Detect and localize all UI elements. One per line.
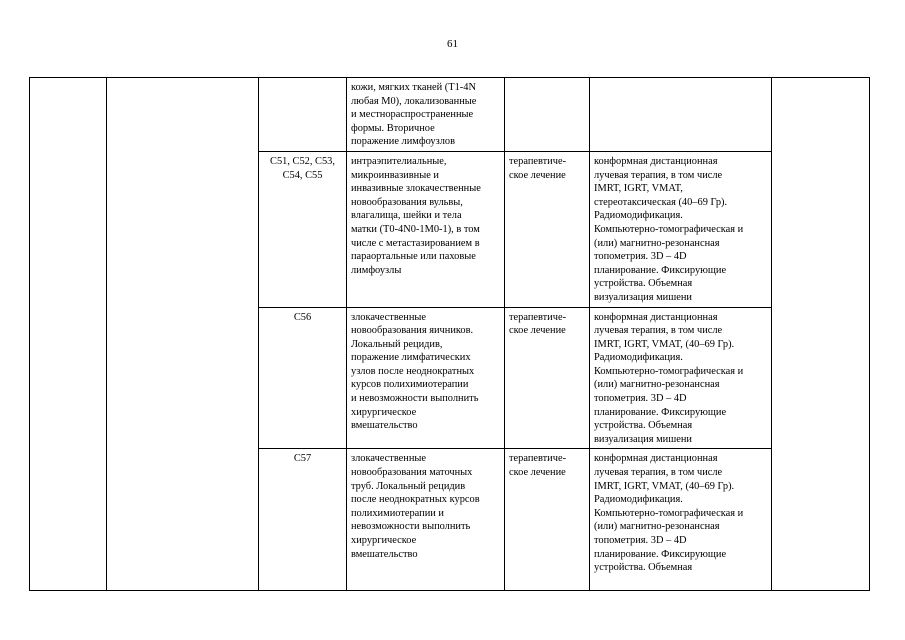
diagnosis-line: невозможности выполнить <box>351 521 471 533</box>
number-cell <box>30 78 107 591</box>
diagnosis-cell <box>347 307 505 449</box>
diagnosis-line: полихимиотерапии и <box>351 507 444 519</box>
method-cell <box>590 449 772 591</box>
diagnosis-line: и местнораспространенные <box>351 109 474 121</box>
method-line: IMRT, IGRT, VMAT, (40–69 Гр). <box>594 338 735 350</box>
diagnosis-line: микроинвазивные и <box>351 169 439 181</box>
diagnosis-line: Локальный рецидив, <box>351 338 443 350</box>
diagnosis-line: новообразования яичников. <box>351 325 474 337</box>
diagnosis-line: новообразования вульвы, <box>351 196 463 208</box>
method-line: Радиомодификация. <box>594 210 683 222</box>
diagnosis-line: узлов после неоднократных <box>351 365 475 377</box>
method-line: планирование. Фиксирующие <box>594 406 727 418</box>
method-line: IMRT, IGRT, VMAT, (40–69 Гр). <box>594 480 735 492</box>
group-name-cell <box>107 78 259 591</box>
method-line: визуализация мишени <box>594 291 692 303</box>
diagnosis-line: хирургическое <box>351 406 417 418</box>
treatment-line: ское лечение <box>509 467 566 479</box>
method-line: планирование. Фиксирующие <box>594 548 727 560</box>
method-line: (или) магнитно-резонансная <box>594 521 720 533</box>
method-line: конформная дистанционная <box>594 453 718 465</box>
diagnosis-line: злокачественные <box>351 311 426 323</box>
treatment-type-cell <box>505 449 590 591</box>
diagnosis-cell <box>347 449 505 591</box>
diagnosis-line: влагалища, шейки и тела <box>351 210 462 222</box>
code-cell <box>259 151 347 307</box>
method-line: Компьютерно-томографическая и <box>594 223 744 235</box>
diagnosis-line: вмешательство <box>351 548 418 560</box>
treatment-line: терапевтиче- <box>509 155 567 167</box>
treatment-line: терапевтиче- <box>509 453 567 465</box>
code-line: C57 <box>293 453 312 465</box>
diagnosis-line: и невозможности выполнить <box>351 393 479 405</box>
treatment-type-cell <box>505 307 590 449</box>
diagnosis-line: после неоднократных курсов <box>351 494 480 506</box>
diagnosis-line: злокачественные <box>351 453 426 465</box>
method-line: конформная дистанционная <box>594 155 718 167</box>
method-line: визуализация мишени <box>594 433 692 445</box>
method-line: планирование. Фиксирующие <box>594 264 727 276</box>
method-line: Радиомодификация. <box>594 494 683 506</box>
method-line: топометрия. 3D – 4D <box>594 393 687 405</box>
method-line: Компьютерно-томографическая и <box>594 365 744 377</box>
method-cell <box>590 307 772 449</box>
method-line: IMRT, IGRT, VMAT, <box>594 183 683 195</box>
diagnosis-line: поражение лимфатических <box>351 352 471 364</box>
method-line: Компьютерно-томографическая и <box>594 507 744 519</box>
treatment-line: ское лечение <box>509 169 566 181</box>
method-cell <box>590 78 772 152</box>
method-cell <box>590 151 772 307</box>
diagnosis-line: новообразования маточных <box>351 467 473 479</box>
code-line: C51, C52, C53, <box>270 155 335 167</box>
method-line: конформная дистанционная <box>594 311 718 323</box>
method-line: лучевая терапия, в том числе <box>594 325 723 337</box>
method-line: (или) магнитно-резонансная <box>594 379 720 391</box>
method-line: лучевая терапия, в том числе <box>594 169 723 181</box>
method-line: лучевая терапия, в том числе <box>594 467 723 479</box>
treatment-line: ское лечение <box>509 325 566 337</box>
diagnosis-line: инвазивные злокачественные <box>351 183 481 195</box>
diagnosis-line: числе с метастазированием в <box>351 237 480 249</box>
code-cell <box>259 78 347 152</box>
method-line: топометрия. 3D – 4D <box>594 535 687 546</box>
cost-cell <box>772 78 870 591</box>
diagnosis-line: матки (T0-4N0-1M0-1), в том <box>351 223 480 235</box>
diagnosis-line: формы. Вторичное <box>351 122 435 134</box>
treatment-type-cell <box>505 151 590 307</box>
treatment-type-cell <box>505 78 590 152</box>
method-line: устройства. Объемная <box>594 562 693 574</box>
method-line: устройства. Объемная <box>594 278 693 290</box>
diagnosis-line: курсов полихимиотерапии <box>351 379 469 391</box>
diagnosis-cell <box>347 151 505 307</box>
diagnosis-line: труб. Локальный рецидив <box>351 480 466 492</box>
method-line: устройства. Объемная <box>594 420 693 432</box>
diagnosis-line: хирургическое <box>351 535 417 546</box>
diagnosis-line: лимфоузлы <box>351 264 402 276</box>
code-line: C56 <box>293 311 312 323</box>
page-number: 61 <box>447 38 458 50</box>
code-line: C54, C55 <box>282 169 323 181</box>
method-line: Радиомодификация. <box>594 352 683 364</box>
diagnosis-line: поражение лимфоузлов <box>351 136 455 148</box>
diagnosis-line: кожи, мягких тканей (T1-4N <box>351 82 476 93</box>
code-cell <box>259 449 347 591</box>
treatment-table <box>29 77 870 591</box>
treatment-line: терапевтиче- <box>509 311 567 323</box>
diagnosis-line: вмешательство <box>351 420 418 432</box>
code-cell <box>259 307 347 449</box>
method-line: (или) магнитно-резонансная <box>594 237 720 249</box>
diagnosis-line: интраэпителиальные, <box>351 155 447 167</box>
method-line: топометрия. 3D – 4D <box>594 251 687 263</box>
table-row-continuation <box>30 78 870 152</box>
diagnosis-cell <box>347 78 505 152</box>
method-line: стереотаксическая (40–69 Гр). <box>594 196 728 208</box>
diagnosis-line: любая M0), локализованные <box>351 95 477 107</box>
diagnosis-line: параортальные или паховые <box>351 251 476 263</box>
